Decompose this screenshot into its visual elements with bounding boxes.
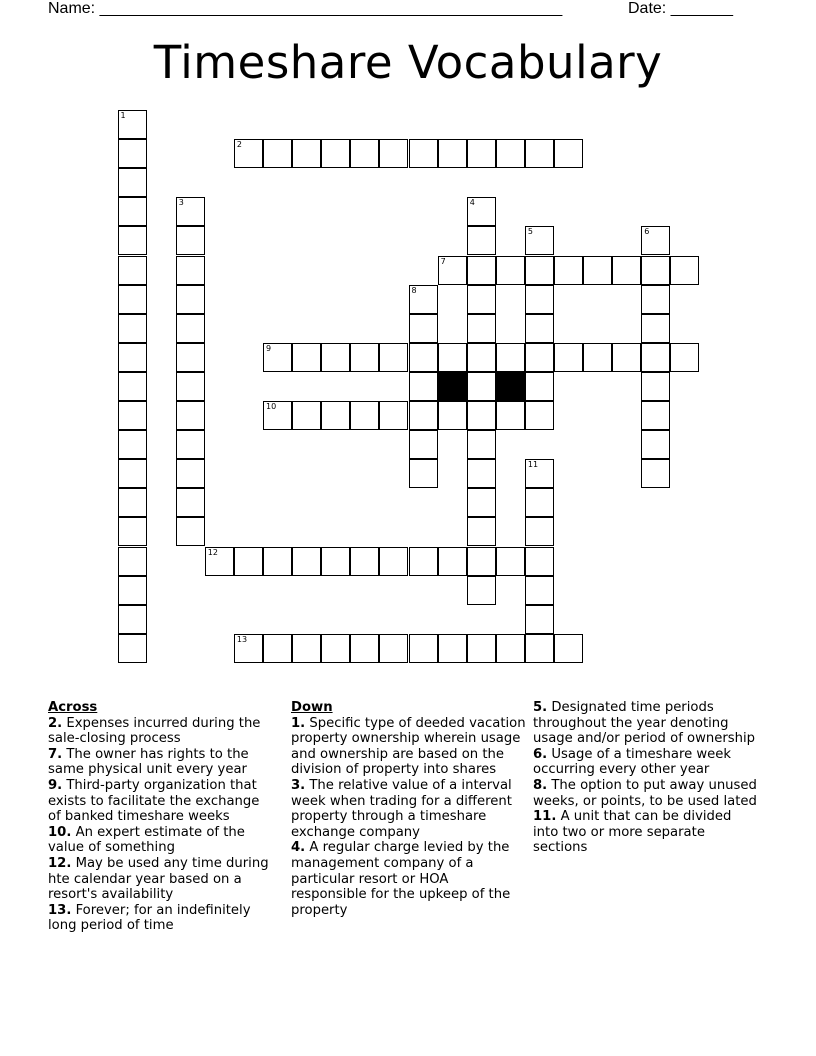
- clue-item: [533, 747, 758, 778]
- grid-cell[interactable]: [467, 197, 496, 226]
- grid-cell[interactable]: [467, 547, 496, 576]
- grid-cell[interactable]: [350, 634, 379, 663]
- grid-cell[interactable]: [263, 343, 292, 372]
- across-clues: [48, 700, 273, 934]
- grid-cell[interactable]: [525, 547, 554, 576]
- clue-item-number: 13.: [48, 902, 72, 918]
- clue-item-text: The option to put away unused weeks, or points, to be used lated: [533, 777, 757, 809]
- clue-number: 7: [440, 256, 446, 266]
- grid-cell[interactable]: [379, 547, 408, 576]
- grid-cell[interactable]: [118, 256, 147, 285]
- grid-cell[interactable]: [176, 343, 205, 372]
- grid-cell[interactable]: [176, 372, 205, 401]
- grid-cell[interactable]: [379, 343, 408, 372]
- clue-item-number: 4.: [291, 840, 306, 856]
- grid-cell[interactable]: [467, 634, 496, 663]
- clue-item-number: 7.: [48, 746, 63, 762]
- grid-cell[interactable]: [409, 372, 438, 401]
- grid-cell[interactable]: [583, 256, 612, 285]
- grid-cell[interactable]: [612, 256, 641, 285]
- clue-item: [533, 809, 758, 856]
- grid-cell[interactable]: [350, 547, 379, 576]
- clue-item: [48, 825, 273, 856]
- grid-cell[interactable]: [176, 459, 205, 488]
- clue-number: 13: [236, 634, 248, 644]
- grid-cell[interactable]: [467, 285, 496, 314]
- clue-item-text: The relative value of a interval week when trading for a different property through a timeshare exchange company: [291, 777, 512, 840]
- clue-item-text: May be used any time during hte calendar year based on a resort's availability: [48, 855, 269, 903]
- clue-number: 4: [469, 198, 475, 208]
- clue-number: 5: [527, 227, 533, 237]
- grid-cell[interactable]: [525, 401, 554, 430]
- grid-cell[interactable]: [263, 547, 292, 576]
- grid-cell[interactable]: [176, 517, 205, 546]
- grid-cell[interactable]: [118, 343, 147, 372]
- grid-cell-blocked: [496, 372, 525, 401]
- grid-cell[interactable]: [409, 343, 438, 372]
- clue-number: 1: [120, 111, 126, 120]
- grid-cell[interactable]: [467, 343, 496, 372]
- clue-item-number: 3.: [291, 777, 306, 793]
- grid-cell[interactable]: [118, 488, 147, 517]
- grid-cell[interactable]: [641, 343, 670, 372]
- down-clues-continued: [533, 700, 758, 856]
- clue-item-number: 6.: [533, 746, 548, 762]
- grid-cell[interactable]: [118, 226, 147, 255]
- grid-cell[interactable]: [263, 634, 292, 663]
- grid-cell[interactable]: [525, 605, 554, 634]
- grid-cell[interactable]: [525, 226, 554, 255]
- grid-cell[interactable]: [525, 314, 554, 343]
- clue-item: [48, 747, 273, 778]
- clue-item-text: Third-party organization that exists to facilitate the exchange of banked timeshare weeks: [48, 777, 260, 825]
- grid-cell[interactable]: [292, 343, 321, 372]
- grid-cell[interactable]: [118, 197, 147, 226]
- clue-item-text: Usage of a timeshare week occurring every other year: [533, 746, 732, 778]
- grid-cell[interactable]: [205, 547, 234, 576]
- grid-cell[interactable]: [321, 401, 350, 430]
- grid-cell[interactable]: [496, 547, 525, 576]
- clue-number: 11: [527, 460, 539, 470]
- grid-cell[interactable]: [118, 168, 147, 197]
- grid-cell[interactable]: [379, 401, 408, 430]
- date-field-label[interactable]: Date: _______: [628, 0, 733, 17]
- clue-number: 6: [644, 227, 650, 237]
- grid-cell[interactable]: [379, 634, 408, 663]
- across-clue-list: [48, 716, 273, 934]
- clue-item: [291, 716, 527, 778]
- down-heading: Down: [291, 700, 333, 715]
- clue-item-text: A unit that can be divided into two or more separate sections: [533, 809, 732, 856]
- clue-item-number: 8.: [533, 777, 548, 793]
- grid-cell[interactable]: [176, 256, 205, 285]
- clue-item-text: Forever; for an indefinitely long period of time: [48, 902, 251, 934]
- grid-cell[interactable]: [525, 517, 554, 546]
- grid-cell[interactable]: [263, 139, 292, 168]
- grid-cell[interactable]: [176, 314, 205, 343]
- grid-cell[interactable]: [467, 488, 496, 517]
- grid-cell[interactable]: [467, 314, 496, 343]
- grid-cell[interactable]: [496, 256, 525, 285]
- grid-cell[interactable]: [263, 401, 292, 430]
- grid-cell[interactable]: [292, 547, 321, 576]
- grid-cell[interactable]: [525, 459, 554, 488]
- clue-item-number: 2.: [48, 715, 63, 731]
- grid-cell[interactable]: [496, 634, 525, 663]
- grid-cell[interactable]: [554, 256, 583, 285]
- grid-cell[interactable]: [525, 634, 554, 663]
- clue-item-number: 1.: [291, 715, 306, 731]
- clue-number: 9: [266, 343, 272, 353]
- grid-cell[interactable]: [118, 605, 147, 634]
- grid-cell[interactable]: [409, 314, 438, 343]
- grid-cell[interactable]: [409, 634, 438, 663]
- down-clue-list-continued: [533, 700, 758, 856]
- grid-cell[interactable]: [467, 517, 496, 546]
- clue-item-text: Expenses incurred during the sale-closing process: [48, 715, 261, 747]
- grid-cell[interactable]: [467, 139, 496, 168]
- grid-cell[interactable]: [118, 110, 147, 139]
- grid-cell-blocked: [438, 372, 467, 401]
- down-clues: [291, 700, 527, 918]
- grid-cell[interactable]: [234, 634, 263, 663]
- grid-cell[interactable]: [118, 517, 147, 546]
- grid-cell[interactable]: [118, 139, 147, 168]
- grid-cell[interactable]: [641, 459, 670, 488]
- clue-item-number: 10.: [48, 824, 72, 840]
- grid-cell[interactable]: [321, 139, 350, 168]
- clue-item: [291, 778, 527, 840]
- grid-cell[interactable]: [467, 459, 496, 488]
- down-clue-list: [291, 716, 527, 919]
- clue-item-number: 12.: [48, 855, 72, 871]
- grid-cell[interactable]: [641, 401, 670, 430]
- clue-item: [48, 778, 273, 825]
- clue-number: 8: [411, 285, 417, 295]
- grid-cell[interactable]: [438, 401, 467, 430]
- grid-cell[interactable]: [670, 256, 699, 285]
- grid-cell[interactable]: [118, 372, 147, 401]
- grid-cell[interactable]: [176, 401, 205, 430]
- grid-cell[interactable]: [525, 343, 554, 372]
- grid-cell[interactable]: [409, 459, 438, 488]
- grid-cell[interactable]: [438, 139, 467, 168]
- clue-item-number: 9.: [48, 777, 63, 793]
- grid-cell[interactable]: [438, 634, 467, 663]
- grid-cell[interactable]: [467, 256, 496, 285]
- clue-item: [533, 778, 758, 809]
- clue-item: [533, 700, 758, 747]
- grid-cell[interactable]: [321, 343, 350, 372]
- clue-number: 2: [236, 140, 242, 150]
- grid-cell[interactable]: [234, 547, 263, 576]
- grid-cell[interactable]: [118, 285, 147, 314]
- grid-cell[interactable]: [641, 314, 670, 343]
- grid-cell[interactable]: [118, 634, 147, 663]
- grid-cell[interactable]: [641, 256, 670, 285]
- grid-cell[interactable]: [525, 488, 554, 517]
- grid-cell[interactable]: [176, 430, 205, 459]
- grid-cell[interactable]: [525, 139, 554, 168]
- grid-cell[interactable]: [467, 226, 496, 255]
- grid-cell[interactable]: [641, 372, 670, 401]
- clue-item-text: A regular charge levied by the management company of a particular resort or HOA responsible for the upkeep of the property: [291, 840, 511, 918]
- grid-cell[interactable]: [118, 547, 147, 576]
- grid-cell[interactable]: [496, 401, 525, 430]
- grid-cell[interactable]: [612, 343, 641, 372]
- grid-cell[interactable]: [409, 139, 438, 168]
- grid-cell[interactable]: [496, 343, 525, 372]
- clue-item-text: Specific type of deeded vacation property ownership wherein usage and ownership are based on the division of property into shares: [291, 715, 526, 778]
- grid-cell[interactable]: [176, 488, 205, 517]
- grid-cell[interactable]: [292, 139, 321, 168]
- clue-item: [48, 716, 273, 747]
- grid-cell[interactable]: [525, 372, 554, 401]
- grid-cell[interactable]: [409, 547, 438, 576]
- grid-cell[interactable]: [321, 634, 350, 663]
- grid-cell[interactable]: [583, 343, 612, 372]
- clue-item-text: The owner has rights to the same physical unit every year: [48, 746, 249, 778]
- grid-cell[interactable]: [554, 343, 583, 372]
- grid-cell[interactable]: [438, 343, 467, 372]
- grid-cell[interactable]: [641, 226, 670, 255]
- grid-cell[interactable]: [379, 139, 408, 168]
- grid-cell[interactable]: [292, 634, 321, 663]
- grid-cell[interactable]: [409, 285, 438, 314]
- grid-cell[interactable]: [525, 256, 554, 285]
- clue-item: [48, 903, 273, 934]
- clue-item-number: 11.: [533, 809, 557, 825]
- grid-cell[interactable]: [525, 285, 554, 314]
- grid-cell[interactable]: [118, 430, 147, 459]
- grid-cell[interactable]: [467, 576, 496, 605]
- grid-cell[interactable]: [350, 343, 379, 372]
- page-title: Timeshare Vocabulary: [153, 36, 663, 89]
- grid-cell[interactable]: [554, 634, 583, 663]
- grid-cell[interactable]: [438, 547, 467, 576]
- grid-cell[interactable]: [409, 401, 438, 430]
- clue-number: 10: [266, 402, 277, 411]
- grid-cell[interactable]: [350, 139, 379, 168]
- grid-cell[interactable]: [641, 285, 670, 314]
- name-field-label[interactable]: Name: ____________________________________________________: [48, 0, 563, 17]
- clue-number: 3: [178, 198, 184, 208]
- grid-cell[interactable]: [525, 576, 554, 605]
- grid-cell[interactable]: [409, 430, 438, 459]
- grid-cell[interactable]: [438, 256, 467, 285]
- grid-cell[interactable]: [350, 401, 379, 430]
- grid-cell[interactable]: [467, 401, 496, 430]
- across-heading: Across: [48, 700, 98, 715]
- grid-cell[interactable]: [176, 197, 205, 226]
- grid-cell[interactable]: [554, 139, 583, 168]
- grid-cell[interactable]: [176, 285, 205, 314]
- grid-cell[interactable]: [467, 372, 496, 401]
- clue-item-text: An expert estimate of the value of something: [48, 824, 245, 856]
- grid-cell[interactable]: [467, 430, 496, 459]
- grid-cell[interactable]: [176, 226, 205, 255]
- grid-cell[interactable]: [234, 139, 263, 168]
- grid-cell[interactable]: [118, 401, 147, 430]
- clue-number: 12: [207, 547, 218, 557]
- grid-cell[interactable]: [641, 430, 670, 459]
- grid-cell[interactable]: [292, 401, 321, 430]
- grid-cell[interactable]: [670, 343, 699, 372]
- grid-cell[interactable]: [321, 547, 350, 576]
- grid-cell[interactable]: [118, 459, 147, 488]
- clue-item-number: 5.: [533, 700, 548, 715]
- grid-cell[interactable]: [118, 314, 147, 343]
- clue-item: [48, 856, 273, 903]
- grid-cell[interactable]: [118, 576, 147, 605]
- grid-cell[interactable]: [496, 139, 525, 168]
- clue-item-text: Designated time periods throughout the year denoting usage and/or period of ownership: [533, 700, 756, 747]
- clue-item: [291, 840, 527, 918]
